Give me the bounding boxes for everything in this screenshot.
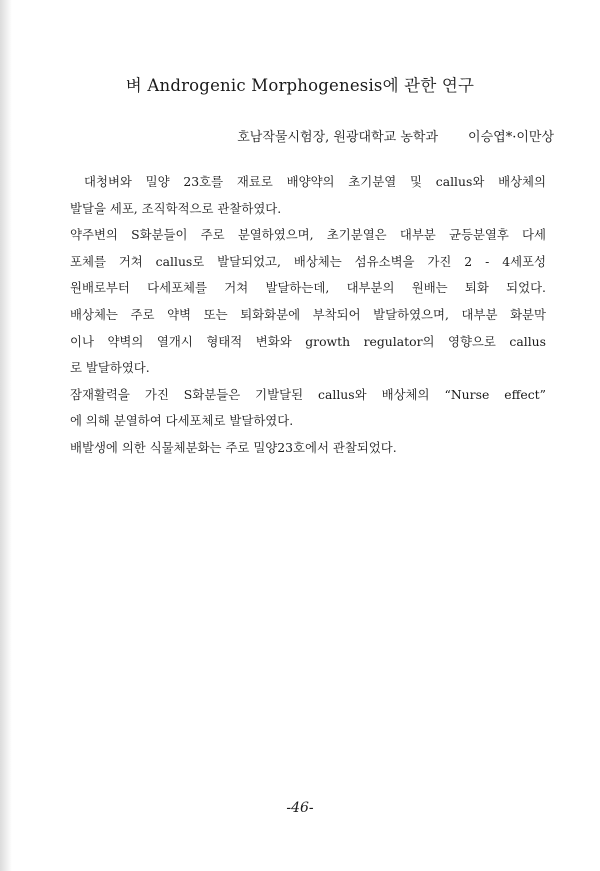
text-line: 잠재활력을 가진 S화분들은 기발달된 callus와 배상체의 “Nurse effect” <box>70 386 546 402</box>
text-line: 에 의해 분열하여 다세포체로 발달하였다. <box>70 413 294 429</box>
text-line: 포체를 거쳐 callus로 발달되었고, 배상체는 섬유소벽을 가진 2 - 4세포성 <box>70 253 546 269</box>
abstract-body <box>70 172 546 465</box>
text-line: 대청벼와 밀양 23호를 재료로 배양약의 초기분열 및 callus와 배상체의 <box>84 174 546 189</box>
institution: 호남작물시험장, 원광대학교 농학과 <box>237 130 439 145</box>
page-number: -46- <box>286 800 314 816</box>
text-line: 배상체는 주로 약벽 또는 퇴화화분에 부착되어 발달하였으며, 대부분 화분막 <box>70 306 546 322</box>
authors: 이승엽*·이만상 <box>468 130 554 145</box>
text-line: 이나 약벽의 열개시 형태적 변화와 growth regulator의 영향으로 callus <box>70 333 546 349</box>
text-line: 발달을 세포, 조직학적으로 관찰하였다. <box>70 200 282 216</box>
text-line: 약주변의 S화분들이 주로 분열하였으며, 초기분열은 대부분 균등분열후 다세 <box>70 227 546 243</box>
text-line: 배발생에 의한 식물체분화는 주로 밀양23호에서 관찰되었다. <box>70 439 397 455</box>
text-line: 원배로부터 다세포체를 거쳐 발달하는데, 대부분의 원배는 퇴화 되었다. <box>70 280 546 296</box>
paper-title: 벼 Androgenic Morphogenesis에 관한 연구 <box>125 76 475 95</box>
author-affiliation <box>237 126 554 145</box>
text-line: 로 발달하였다. <box>70 360 150 376</box>
scan-edge-shadow <box>0 0 12 871</box>
